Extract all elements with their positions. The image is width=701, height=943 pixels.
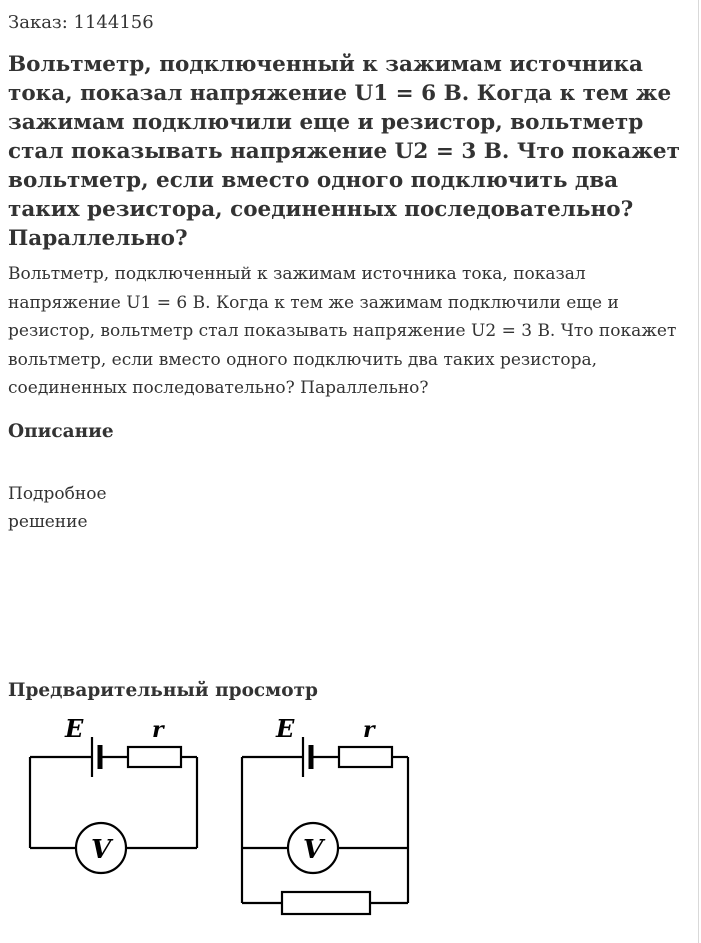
emf-label: E [65, 714, 84, 743]
description-heading: Описание [8, 421, 114, 442]
preview-image [20, 710, 440, 935]
problem-text: Вольтметр, подключенный к зажимам источника тока, показал напряжение U1 = 6 В. Когда к тем же зажимам подключили еще и резистор, вольтметр стал показывать напряжение U2 = 3 В. Что покажет вольтметр, если вместо одного подключить два таких резистора, соединенных последовательно? Параллельно? [8, 264, 677, 399]
resistance-label: r [363, 717, 375, 743]
circuit-diagrams [20, 710, 440, 935]
load-resistor [282, 892, 370, 914]
voltmeter-label: V [91, 835, 112, 865]
circuit-1 [30, 737, 197, 873]
emf-label: E [276, 714, 295, 743]
internal-resistance [339, 747, 392, 767]
problem-title: Вольтметр, подключенный к зажимам источника тока, показал напряжение U1 = 6 В. Когда к тем же зажимам подключили еще и резистор, вольтметр стал показывать напряжение U2 = 3 В. Что покажет вольтметр, если вместо одного подключить два таких резистора, соединенных последовательно? Параллельно? [8, 52, 680, 251]
resistance-label: r [152, 717, 164, 743]
voltmeter-label: V [303, 835, 324, 865]
internal-resistance [128, 747, 181, 767]
preview-heading: Предварительный просмотр [8, 680, 318, 701]
circuit-2 [242, 737, 408, 914]
description-text: Подробное решение [8, 484, 107, 532]
order-number: Заказ: 1144156 [8, 12, 154, 33]
